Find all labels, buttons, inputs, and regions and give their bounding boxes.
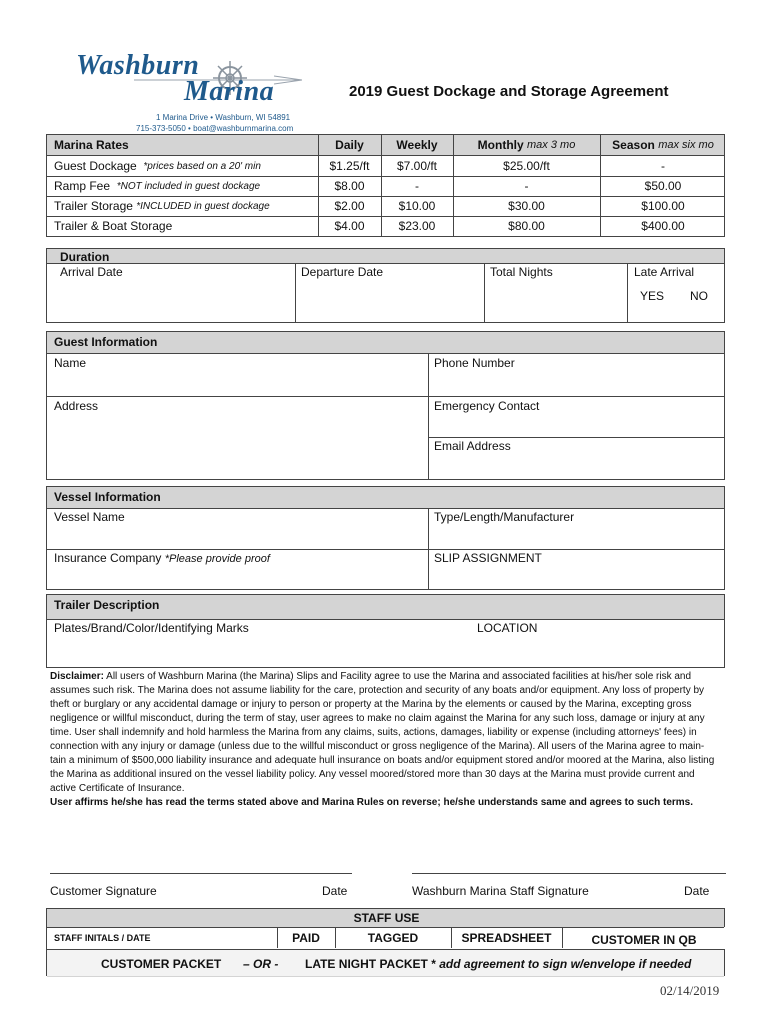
trailer-location-field[interactable]: LOCATION bbox=[477, 621, 538, 635]
staff-signature-label: Washburn Marina Staff Signature bbox=[412, 884, 589, 898]
rate-cell: $80.00 bbox=[508, 219, 545, 233]
staff-initials-field[interactable]: STAFF INITALS / DATE bbox=[54, 933, 151, 943]
customer-signature-line[interactable] bbox=[50, 873, 352, 874]
staff-date-label: Date bbox=[684, 884, 710, 898]
departure-date-field[interactable]: Departure Date bbox=[301, 265, 384, 279]
logo-address: 1 Marina Drive • Washburn, WI 54891 bbox=[156, 113, 291, 122]
vessel-section bbox=[46, 486, 725, 590]
trailer-section bbox=[46, 594, 725, 668]
name-field[interactable]: Name bbox=[54, 356, 87, 370]
logo-line-2: Marina bbox=[184, 76, 275, 107]
rate-cell: - bbox=[415, 179, 419, 193]
rate-cell: $10.00 bbox=[398, 199, 436, 213]
late-arrival-label: Late Arrival bbox=[634, 265, 695, 279]
total-nights-field[interactable]: Total Nights bbox=[490, 265, 553, 279]
trailer-plates-field[interactable]: Plates/Brand/Color/Identifying Marks bbox=[54, 621, 249, 635]
phone-field[interactable]: Phone Number bbox=[434, 356, 515, 370]
rate-cell: $4.00 bbox=[334, 219, 365, 233]
logo-line-1: Washburn bbox=[76, 50, 200, 81]
rate-row-trailer-storage: Trailer Storage *INCLUDED in guest dockage bbox=[54, 199, 270, 213]
late-arrival-no[interactable]: NO bbox=[690, 289, 708, 303]
rate-cell: - bbox=[524, 179, 529, 193]
rate-row-trailer-boat-storage: Trailer & Boat Storage bbox=[54, 219, 173, 233]
staff-use-table bbox=[46, 908, 725, 976]
guest-section bbox=[46, 331, 725, 480]
rates-header-season: Season max six mo bbox=[612, 138, 714, 152]
staff-signature-line[interactable] bbox=[412, 873, 726, 874]
duration-header: Duration bbox=[60, 250, 110, 264]
guest-header: Guest Information bbox=[54, 335, 158, 349]
paid-checkbox[interactable]: PAID bbox=[292, 931, 320, 945]
address-field[interactable]: Address bbox=[54, 399, 99, 413]
footer-date: 02/14/2019 bbox=[660, 983, 720, 998]
vessel-header: Vessel Information bbox=[54, 490, 161, 504]
rates-header-label: Marina Rates bbox=[54, 138, 129, 152]
duration-section bbox=[46, 248, 725, 323]
spreadsheet-checkbox[interactable]: SPREADSHEET bbox=[461, 931, 552, 945]
rate-cell: $7.00/ft bbox=[396, 159, 438, 173]
customer-signature-label: Customer Signature bbox=[50, 884, 157, 898]
rates-table bbox=[46, 134, 725, 237]
rate-cell: $2.00 bbox=[334, 199, 365, 213]
rate-row-guest-dockage: Guest Dockage *prices based on a 20' min bbox=[54, 159, 261, 173]
disclaimer: Disclaimer: All users of Washburn Marina (the Marina) Slips and Facility agree to use the Marina and associated facilities at his/her sole risk and assumes such risk. The Marina does not assume liability for the care, protection and security of any boats and/or equipment. Any loss of property by theft or burglary or any accidental damage or injury to person or property at the Marina by the elements or caused by the Marina, excepting gross negligence or willful misconduct, during the term of stay, user agrees to make no claim against the Marina for any such loss, damage or injury at any time. User shall indemnify and hold harmless the Marina from any claims, suits, actions, damages, liability or expense (including attorneys' fees) in connection with any injury or damage (unless due to the willful misconduct or gross negligence of the Marina). All users of the Marina agree to main- tain a minimum of $500,000 liability insurance and adequate hull insurance on boats and/or equipment stored and/or moored at the Marina, also listing the Marina as additional insured on the vessel liability policy. Any vessel moored/stored more than 30 days at the Marina must provide current and active Certificate of Insurance. User affirms he/she has read the terms stated above and Marina Rules on reverse; he/she understands same and agrees to such terms. bbox=[50, 670, 726, 810]
rate-cell: $8.00 bbox=[334, 179, 365, 193]
insurance-field[interactable]: Insurance Company *Please provide proof bbox=[54, 551, 270, 565]
disclaimer-label: Disclaimer: bbox=[50, 671, 104, 682]
customer-packet-option[interactable]: CUSTOMER PACKET bbox=[101, 957, 222, 971]
affirmation: User affirms he/she has read the terms stated above and Marina Rules on reverse; he/she understands same and agrees to such terms. bbox=[50, 797, 694, 808]
arrival-date-field[interactable]: Arrival Date bbox=[60, 265, 123, 279]
tagged-checkbox[interactable]: TAGGED bbox=[367, 931, 419, 945]
rate-row-ramp-fee: Ramp Fee *NOT included in guest dockage bbox=[54, 179, 261, 193]
emergency-contact-field[interactable]: Emergency Contact bbox=[434, 399, 540, 413]
rates-header-weekly: Weekly bbox=[396, 138, 438, 152]
rate-cell: $400.00 bbox=[641, 219, 685, 233]
late-arrival-yes[interactable]: YES bbox=[640, 289, 665, 303]
rates-header-monthly: Monthly max 3 mo bbox=[477, 138, 576, 152]
rate-cell: $23.00 bbox=[398, 219, 436, 233]
vessel-name-field[interactable]: Vessel Name bbox=[54, 510, 125, 524]
late-night-packet-option[interactable]: LATE NIGHT PACKET * add agreement to sign w/envelope if needed bbox=[305, 957, 692, 971]
rate-cell: $100.00 bbox=[641, 199, 685, 213]
customer-date-label: Date bbox=[322, 884, 348, 898]
page-title: 2019 Guest Dockage and Storage Agreement bbox=[349, 83, 669, 100]
rate-cell: $25.00/ft bbox=[503, 159, 550, 173]
rate-cell: - bbox=[661, 159, 665, 173]
rate-cell: $1.25/ft bbox=[329, 159, 370, 173]
rate-cell: $30.00 bbox=[508, 199, 545, 213]
or-separator: – OR - bbox=[243, 957, 279, 971]
logo-contact: 715-373-5050 • boat@washburnmarina.com bbox=[136, 124, 294, 133]
rate-cell: $50.00 bbox=[644, 179, 682, 193]
staff-use-header: STAFF USE bbox=[353, 911, 420, 925]
trailer-header: Trailer Description bbox=[54, 598, 160, 612]
slip-assignment-field[interactable]: SLIP ASSIGNMENT bbox=[434, 551, 542, 565]
rates-header-daily: Daily bbox=[335, 138, 364, 152]
email-field[interactable]: Email Address bbox=[434, 439, 511, 453]
marina-logo bbox=[74, 50, 306, 136]
vessel-type-field[interactable]: Type/Length/Manufacturer bbox=[434, 510, 575, 524]
customer-qb-checkbox[interactable]: CUSTOMER IN QB bbox=[591, 933, 697, 947]
